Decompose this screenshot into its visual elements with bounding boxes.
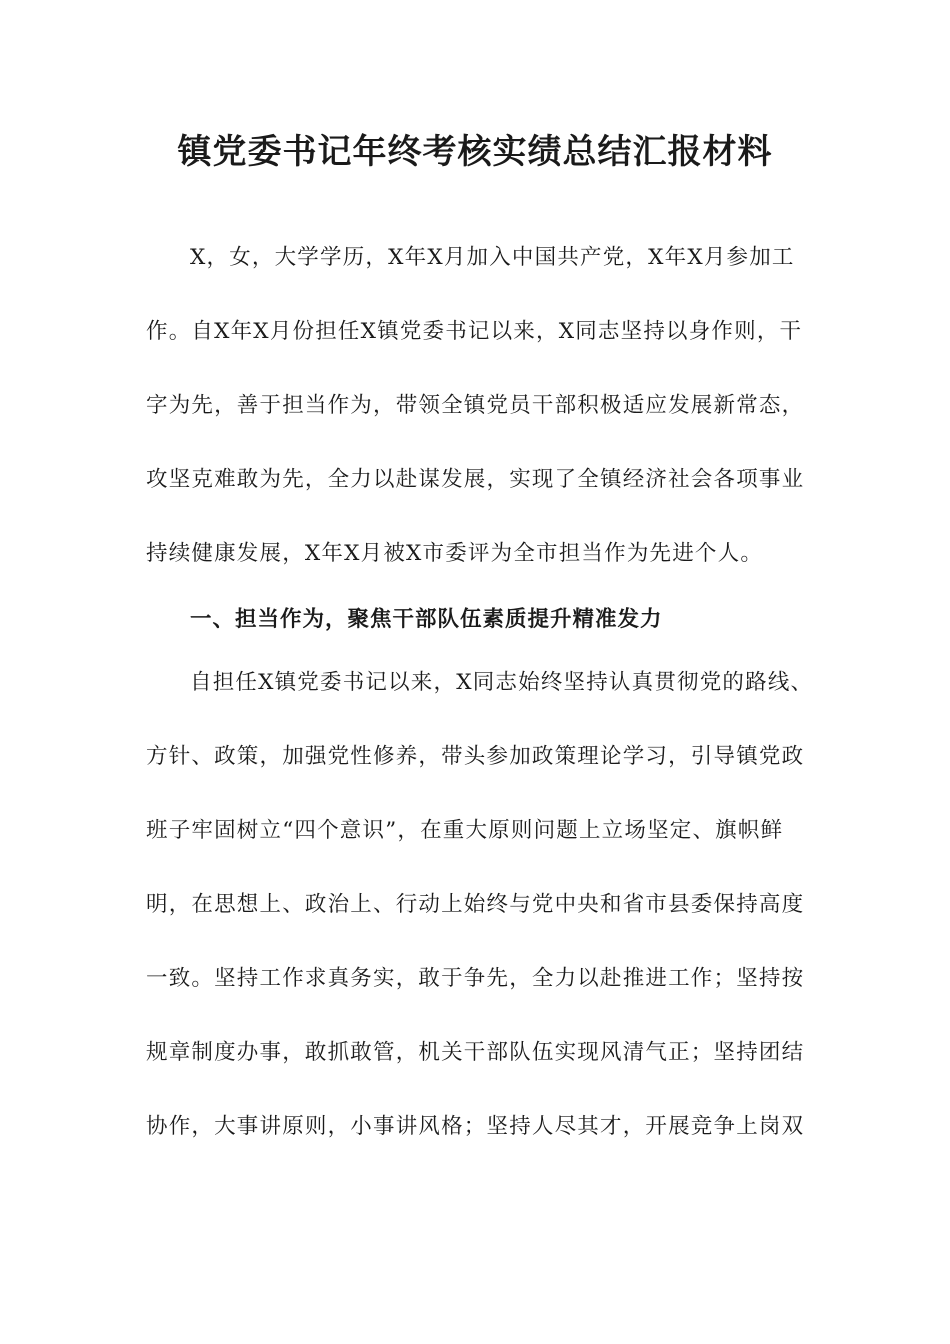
intro-line-3: 字为先，善于担当作为，带领全镇党员干部积极适应发展新常态， <box>146 393 805 418</box>
document-title: 镇党委书记年终考核实绩总结汇报材料 <box>177 132 773 172</box>
section-1-heading: 一、担当作为，聚焦干部队伍素质提升精准发力 <box>190 607 663 632</box>
section-1-line-3: 班子牢固树立“四个意识”，在重大原则问题上立场坚定、旗帜鲜 <box>146 818 784 843</box>
section-1-line-5: 一致。坚持工作求真务实，敢于争先，全力以赴推进工作；坚持按 <box>146 966 805 991</box>
intro-line-5: 持续健康发展，X年X月被X市委评为全市担当作为先进个人。 <box>146 541 764 566</box>
section-1-line-7: 协作，大事讲原则，小事讲风格；坚持人尽其才，开展竞争上岗双 <box>146 1114 805 1139</box>
intro-line-2: 作。自X年X月份担任X镇党委书记以来，X同志坚持以身作则，干 <box>146 319 803 344</box>
intro-line-4: 攻坚克难敢为先，全力以赴谋发展，实现了全镇经济社会各项事业 <box>146 467 805 492</box>
section-1-line-2: 方针、政策，加强党性修养，带头参加政策理论学习，引导镇党政 <box>146 744 805 769</box>
section-1-line-4: 明，在思想上、政治上、行动上始终与党中央和省市县委保持高度 <box>146 892 805 917</box>
section-1-line-6: 规章制度办事，敢抓敢管，机关干部队伍实现风清气正；坚持团结 <box>146 1040 805 1065</box>
intro-line-1: X，女，大学学历，X年X月加入中国共产党，X年X月参加工 <box>190 245 795 270</box>
section-1-line-1: 自担任X镇党委书记以来，X同志始终坚持认真贯彻党的路线、 <box>190 670 814 695</box>
